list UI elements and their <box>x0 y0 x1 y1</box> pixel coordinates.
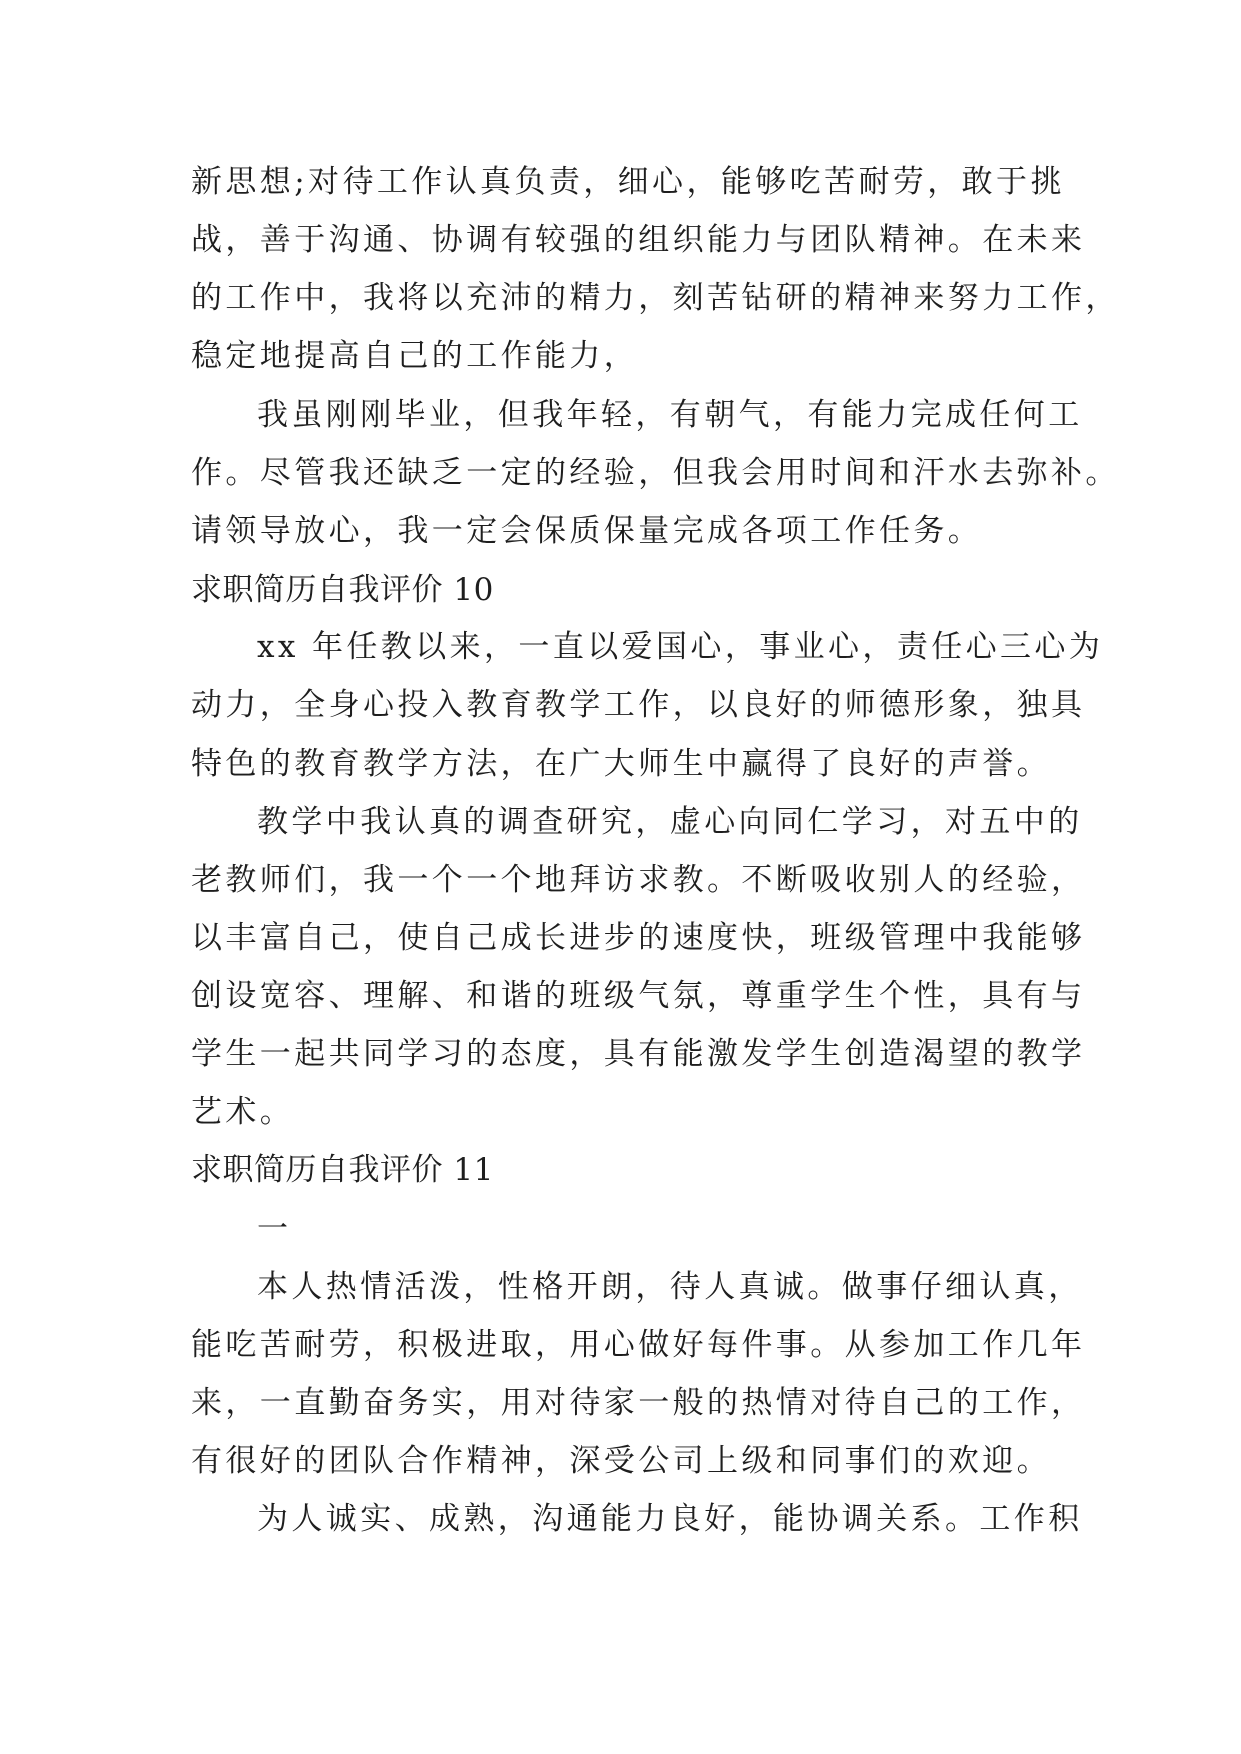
text-line: 有很好的团队合作精神，深受公司上级和同事们的欢迎。 <box>191 1443 1051 1479</box>
text-line: 创设宽容、理解、和谐的班级气氛，尊重学生个性，具有与 <box>191 978 1086 1014</box>
section-heading: 求职简历自我评价 10 <box>191 572 494 608</box>
text-line: 特色的教育教学方法，在广大师生中赢得了良好的声誉。 <box>191 746 1051 782</box>
text-line: 作。尽管我还缺乏一定的经验，但我会用时间和汗水去弥补。 <box>191 455 1120 491</box>
text-line: xx 年任教以来，一直以爱国心，事业心，责任心三心为 <box>257 629 1104 665</box>
text-line: 老教师们，我一个一个地拜访求教。不断吸收别人的经验， <box>191 862 1086 898</box>
text-line: 的工作中，我将以充沛的精力，刻苦钻研的精神来努力工作， <box>191 280 1120 316</box>
text-line: 一 <box>257 1211 292 1247</box>
text-line: 本人热情活泼，性格开朗，待人真诚。做事仔细认真， <box>257 1269 1083 1305</box>
text-line: 以丰富自己，使自己成长进步的速度快，班级管理中我能够 <box>191 920 1086 956</box>
text-line: 战，善于沟通、协调有较强的组织能力与团队精神。在未来 <box>191 222 1086 258</box>
text-line: 学生一起共同学习的态度，具有能激发学生创造渴望的教学 <box>191 1036 1086 1072</box>
text-line: 来，一直勤奋务实，用对待家一般的热情对待自己的工作， <box>191 1385 1086 1421</box>
text-line: 艺术。 <box>191 1094 295 1130</box>
text-line: 我虽刚刚毕业，但我年轻，有朝气，有能力完成任何工 <box>257 397 1083 433</box>
text-line: 能吃苦耐劳，积极进取，用心做好每件事。从参加工作几年 <box>191 1327 1086 1363</box>
text-line: 稳定地提高自己的工作能力， <box>191 338 639 374</box>
text-line: 请领导放心，我一定会保质保量完成各项工作任务。 <box>191 513 983 549</box>
text-line: 为人诚实、成熟，沟通能力良好，能协调关系。工作积 <box>257 1501 1083 1537</box>
text-line: 动力，全身心投入教育教学工作，以良好的师德形象，独具 <box>191 687 1086 723</box>
text-line: 新思想;对待工作认真负责，细心，能够吃苦耐劳，敢于挑 <box>191 164 1065 200</box>
text-line: 教学中我认真的调查研究，虚心向同仁学习，对五中的 <box>257 804 1083 840</box>
section-heading: 求职简历自我评价 11 <box>191 1152 494 1188</box>
